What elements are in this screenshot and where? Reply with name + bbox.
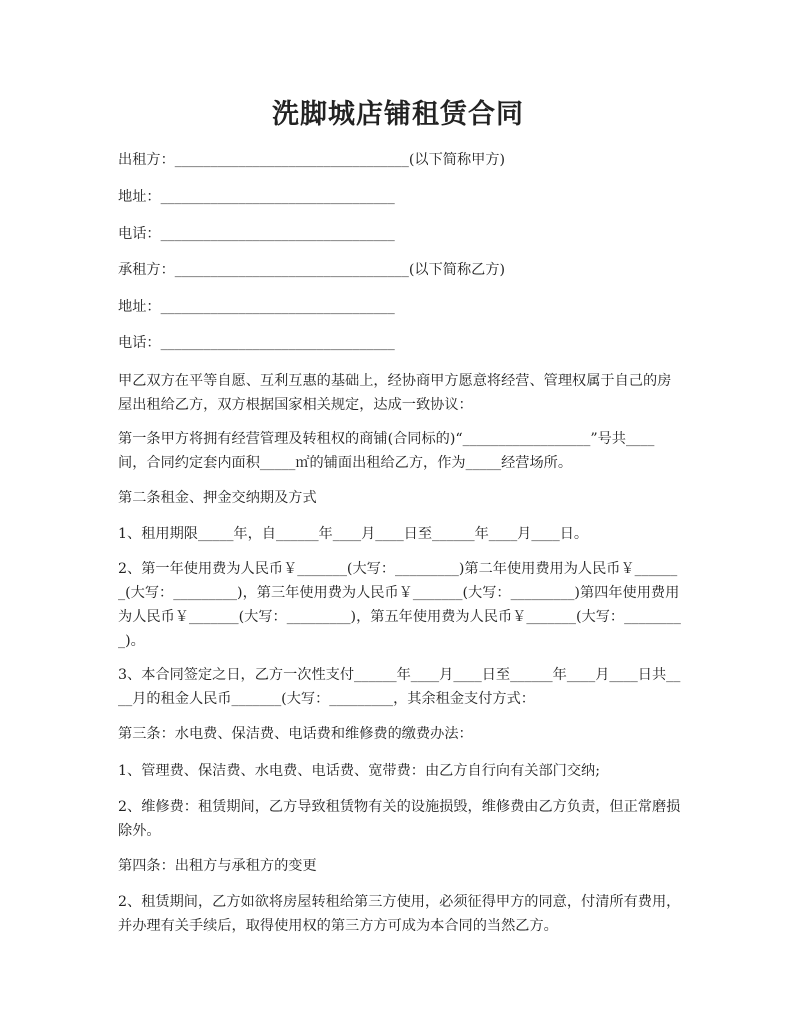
article-2-item-2: 2、第一年使用费为人民币￥_______(大写：_________)第二年使用费用为人民币￥_______(大写：_________)，第三年使用费为人民币￥_______(大写：_________)第四年使用费用为人民币￥_______(大写：_________)，第五年使用费为人民币￥_______(大写：_________)。: [118, 561, 681, 649]
page-title: 洗脚城店铺租赁合同: [272, 99, 524, 130]
lessee-phone-line: 电话：_________________________________: [118, 335, 395, 351]
article-2-item-1: 1、租用期限_____年，自______年____月____日至______年____月____日。: [118, 526, 589, 542]
lessee-name-line: 承租方：_________________________________(以下简称乙方): [118, 262, 506, 278]
article-2-item-3: 3、本合同签定之日，乙方一次性支付______年____月____日至______年____月____日共____月的租金人民币_______(大写：_________，其余租金支付方式：: [118, 667, 681, 707]
article-3-item-1: 1、管理费、保洁费、水电费、电话费、宽带费：由乙方自行向有关部门交纳;: [118, 763, 600, 779]
lessor-address-line: 地址：_________________________________: [118, 189, 395, 205]
article-1-paragraph: 第一条甲方将拥有经营管理及转租权的商铺(合同标的)“__________________”号共____间，合同约定套内面积_____㎡的铺面出租给乙方，作为_____经营场所。: [118, 431, 655, 471]
article-3-heading: 第三条：水电费、保洁费、电话费和维修费的缴费办法：: [118, 726, 473, 742]
lessor-phone-line: 电话：_________________________________: [118, 226, 395, 242]
lessee-address-line: 地址：_________________________________: [118, 299, 395, 315]
article-4-item-2: 2、租赁期间，乙方如欲将房屋转租给第三方使用，必须征得甲方的同意，付清所有费用，并办理有关手续后，取得使用权的第三方方可成为本合同的当然乙方。: [118, 894, 681, 934]
lessor-name-line: 出租方：_________________________________(以下简称甲方): [118, 152, 506, 168]
article-2-heading: 第二条租金、押金交纳期及方式: [118, 490, 317, 506]
article-4-heading: 第四条：出租方与承租方的变更: [118, 858, 317, 874]
intro-paragraph: 甲乙双方在平等自愿、互利互惠的基础上，经协商甲方愿意将经营、管理权属于自己的房屋出租给乙方，双方根据国家相关规定，达成一致协议：: [118, 373, 672, 413]
article-3-item-2: 2、维修费：租赁期间，乙方导致租赁物有关的设施损毁，维修费由乙方负责，但正常磨损除外。: [118, 799, 681, 839]
